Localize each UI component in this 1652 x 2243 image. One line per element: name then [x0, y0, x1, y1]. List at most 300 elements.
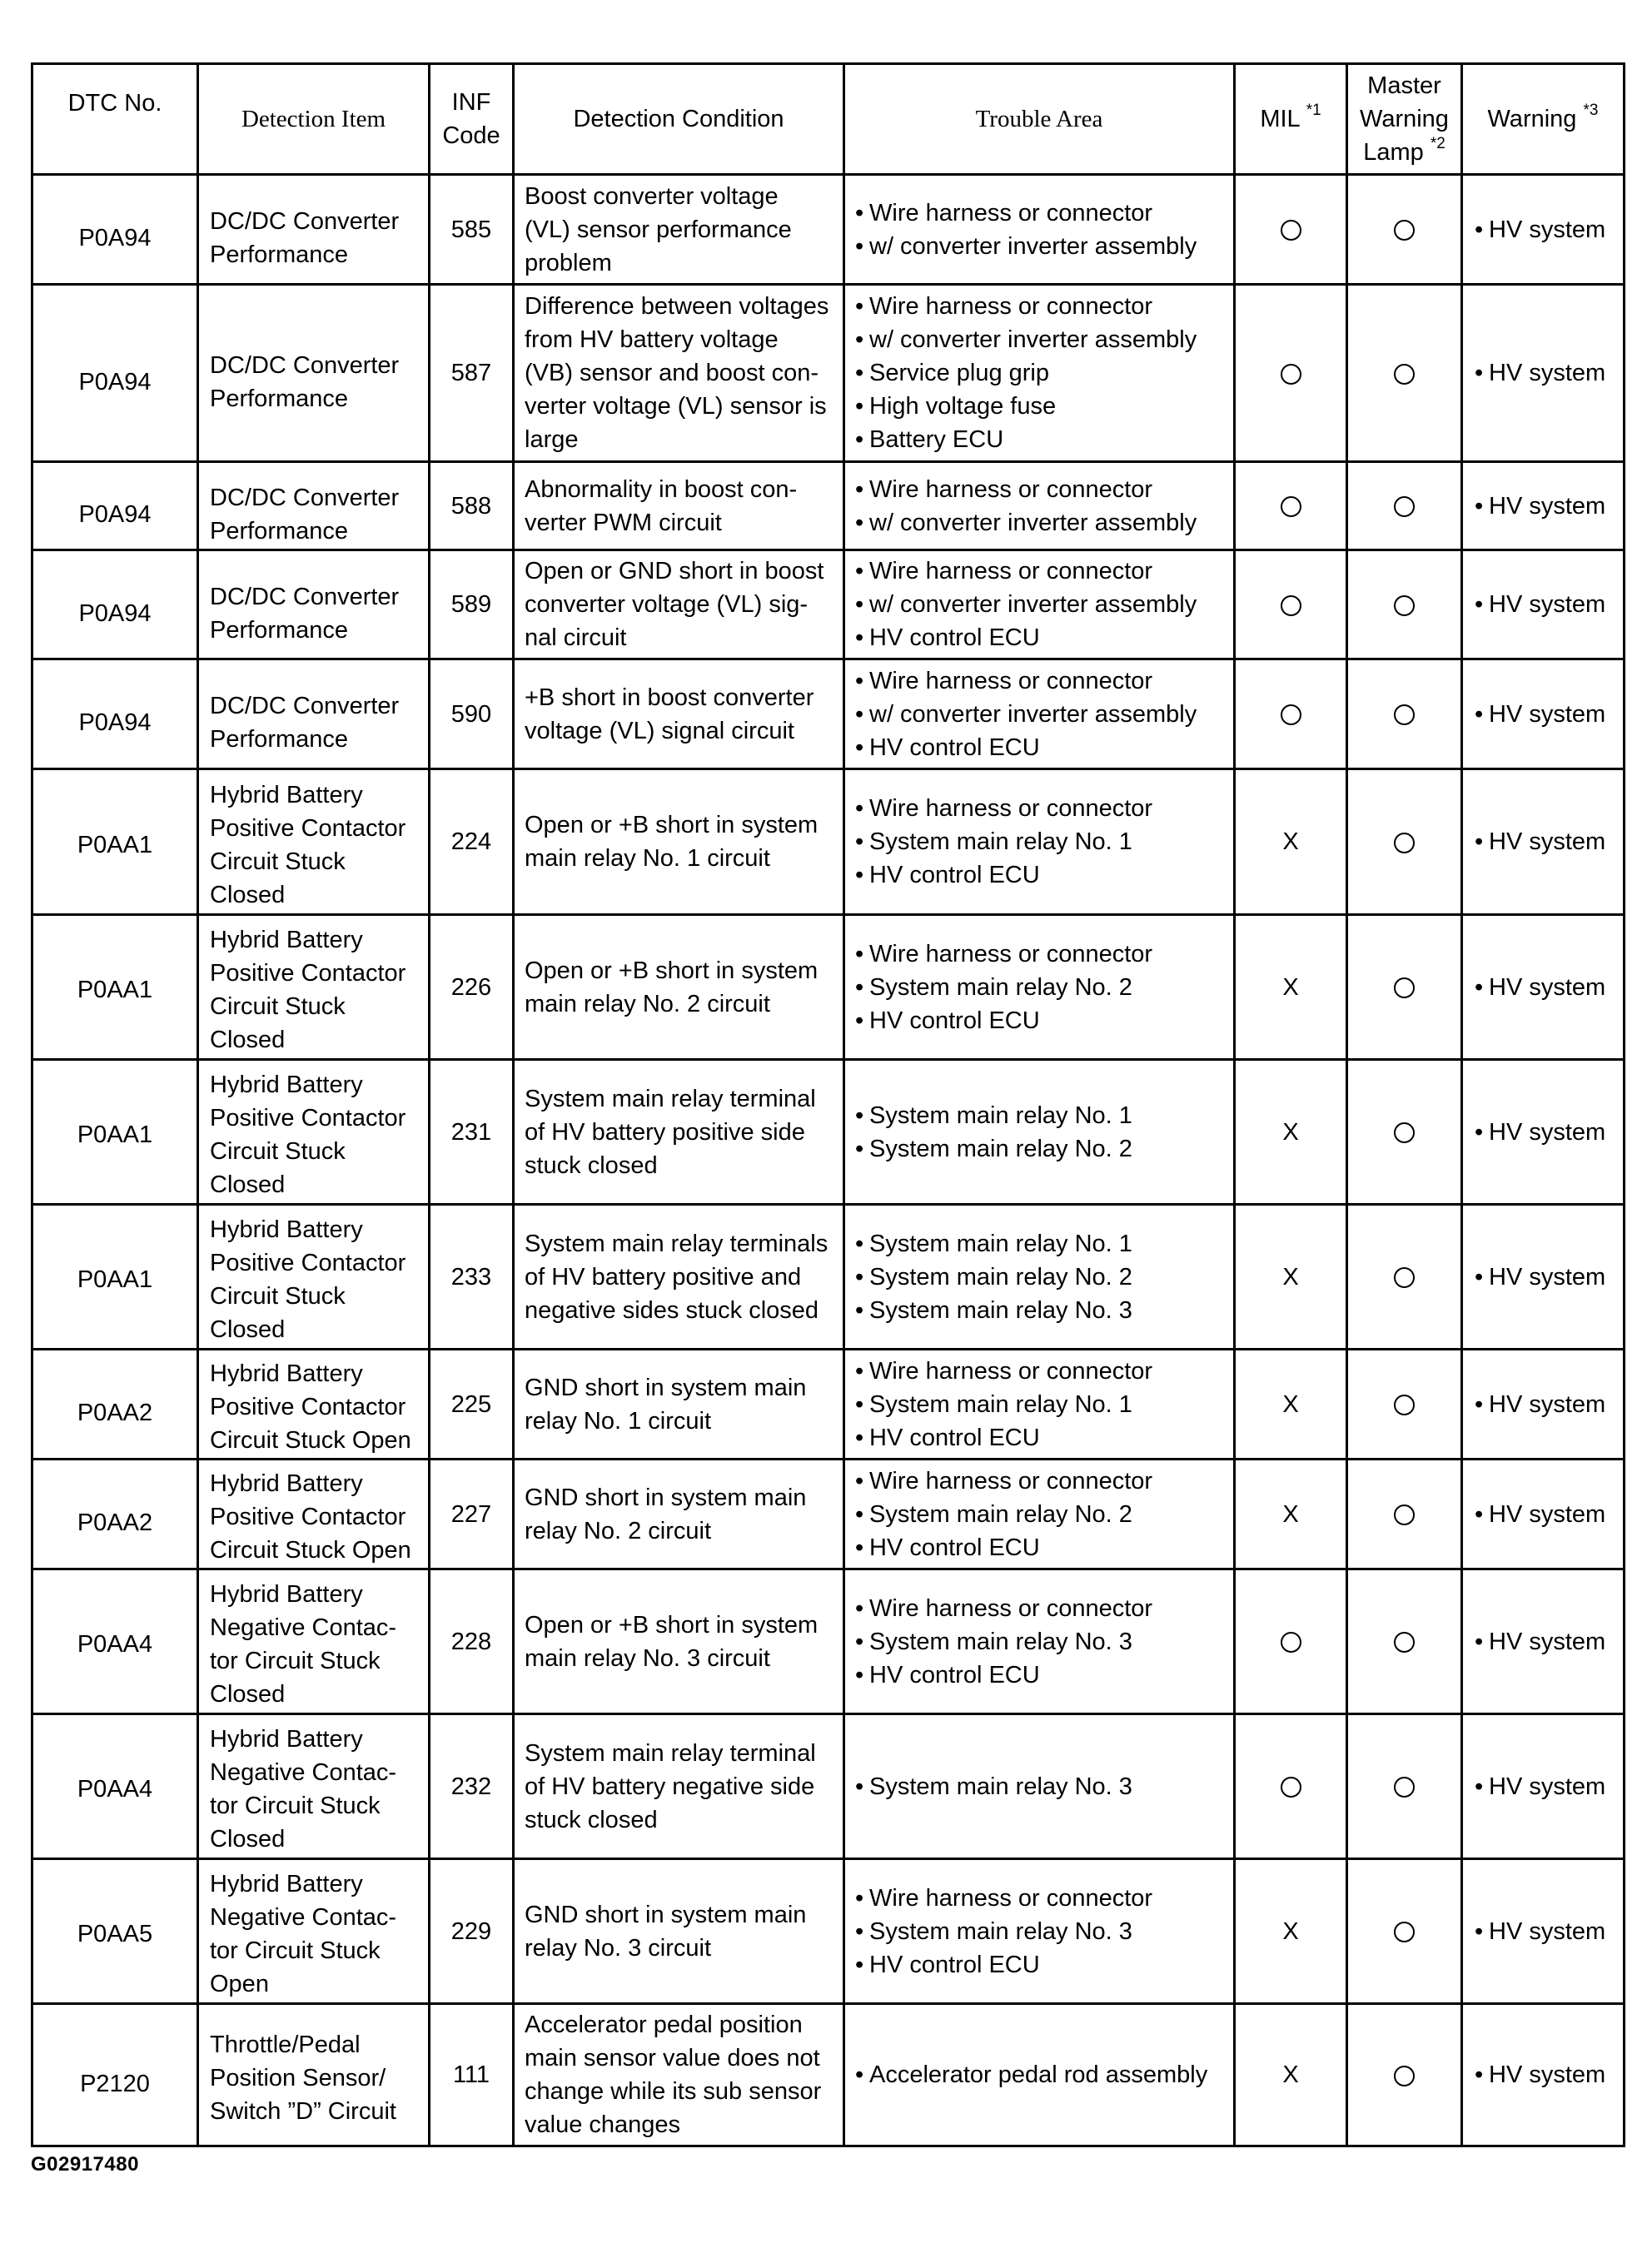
- text-line: Switch ”D” Circuit: [210, 2097, 396, 2125]
- detection-condition-cell: [514, 769, 844, 915]
- detection-condition-cell: [514, 1205, 844, 1350]
- text-line: tor Circuit Stuck: [210, 1648, 381, 1674]
- trouble-area-item: • High voltage fuse: [855, 390, 1232, 423]
- circle-mark-icon: [1281, 1777, 1301, 1798]
- circle-mark-icon: [1281, 1632, 1301, 1653]
- trouble-area-list: [855, 1099, 1232, 1166]
- warning-item: • HV system: [1475, 825, 1622, 858]
- mil-cell: [1235, 1350, 1347, 1460]
- trouble-area-item: • HV control ECU: [855, 1659, 1232, 1692]
- text-line: Closed: [210, 1826, 286, 1853]
- inf-code-cell: [430, 2004, 514, 2146]
- text-line: Hybrid Battery: [210, 1726, 363, 1753]
- text-line: Performance: [210, 726, 349, 753]
- detection-item-cell: [198, 915, 430, 1060]
- header-row: [32, 64, 1625, 175]
- table-row: [32, 175, 1625, 285]
- text-line: tor Circuit Stuck: [210, 1793, 381, 1819]
- text-line: GND short in system main: [525, 1374, 807, 1401]
- dtc-number-cell: [32, 1569, 198, 1714]
- trouble-area-item: • System main relay No. 3: [855, 1770, 1232, 1803]
- detection-condition-cell: [514, 175, 844, 285]
- detection-item-cell: [198, 285, 430, 462]
- text-line: Positive Contactor: [210, 1250, 406, 1276]
- text-line: problem: [525, 249, 612, 276]
- inf-code-cell: [430, 1714, 514, 1859]
- trouble-area-item: • Service plug grip: [855, 356, 1232, 390]
- warning-item: • HV system: [1475, 1261, 1622, 1294]
- text-line: large: [525, 426, 579, 453]
- inf-code: 229: [450, 1917, 492, 1945]
- text-line: Circuit Stuck Open: [210, 1427, 411, 1454]
- header-mil: MIL $^{*1}$: [1235, 64, 1347, 175]
- circle-mark-icon: [1394, 595, 1415, 616]
- detection-condition-cell: [514, 2004, 844, 2146]
- detection-item-cell: [198, 2004, 430, 2146]
- table-row: [32, 1569, 1625, 1714]
- warning-cell: [1462, 1569, 1625, 1714]
- detection-item-cell: [198, 175, 430, 285]
- text-line: Performance: [210, 385, 349, 412]
- circle-mark-icon: [1394, 833, 1415, 853]
- inf-code-cell: [430, 1859, 514, 2004]
- inf-code-cell: [430, 915, 514, 1060]
- text-line: Performance: [210, 518, 349, 545]
- dtc-number-cell: [32, 1350, 198, 1460]
- mil-cell: [1235, 659, 1347, 769]
- text-line: Open or +B short in system: [525, 1611, 819, 1639]
- master-warning-lamp-cell: [1347, 1859, 1462, 2004]
- x-mark: X: [1282, 1500, 1299, 1528]
- text-line: voltage (VL) signal circuit: [525, 717, 794, 744]
- trouble-area-item: • HV control ECU: [855, 1421, 1232, 1455]
- text-line: Open or +B short in system: [525, 957, 819, 984]
- mil-cell: [1235, 175, 1347, 285]
- trouble-area-item: • w/ converter inverter assembly: [855, 323, 1232, 356]
- detection-condition-cell: [514, 1569, 844, 1714]
- text-line: Open or +B short in system: [525, 812, 819, 838]
- trouble-area-item: • System main relay No. 2: [855, 1261, 1232, 1294]
- text-line: Positive Contactor: [210, 814, 406, 842]
- trouble-area-item: • System main relay No. 2: [855, 1498, 1232, 1531]
- mil-cell: [1235, 285, 1347, 462]
- text-line: Hybrid Battery: [210, 1470, 363, 1497]
- circle-mark-icon: [1394, 220, 1415, 241]
- inf-code-cell: [430, 1205, 514, 1350]
- warning-item: • HV system: [1475, 356, 1622, 390]
- warning-cell: [1462, 550, 1625, 659]
- detection-item-cell: [198, 550, 430, 659]
- text-line: DC/DC Converter: [210, 208, 400, 235]
- trouble-area-item: • System main relay No. 2: [855, 1132, 1232, 1166]
- master-warning-lamp-cell: [1347, 285, 1462, 462]
- text-line: of HV battery positive side: [525, 1118, 805, 1146]
- detection-item-cell: [198, 1569, 430, 1714]
- master-warning-lamp-cell: [1347, 175, 1462, 285]
- trouble-area-cell: [844, 175, 1235, 285]
- warning-cell: [1462, 1350, 1625, 1460]
- header-detection-condition: Detection Condition: [514, 64, 844, 175]
- warning-cell: [1462, 1205, 1625, 1350]
- header-dtc-no: DTC No.: [32, 64, 198, 175]
- detection-item-cell: [198, 462, 430, 550]
- text-line: Abnormality in boost con-: [525, 475, 798, 503]
- trouble-area-cell: [844, 769, 1235, 915]
- warning-item: • HV system: [1475, 2058, 1622, 2091]
- inf-code-cell: [430, 1060, 514, 1205]
- warning-cell: [1462, 915, 1625, 1060]
- text-line: Hybrid Battery: [210, 927, 363, 953]
- text-line: relay No. 2 circuit: [525, 1517, 712, 1544]
- table-row: [32, 915, 1625, 1060]
- text-line: negative sides stuck closed: [525, 1296, 819, 1324]
- dtc-number: P2120: [80, 2070, 150, 2097]
- inf-code-cell: [430, 285, 514, 462]
- trouble-area-item: • Wire harness or connector: [855, 473, 1232, 506]
- text-line: Accelerator pedal position: [525, 2012, 803, 2038]
- detection-condition-cell: [514, 1350, 844, 1460]
- text-line: stuck closed: [525, 1151, 658, 1179]
- trouble-area-cell: [844, 659, 1235, 769]
- detection-condition-cell: [514, 1060, 844, 1205]
- trouble-area-item: • Wire harness or connector: [855, 1465, 1232, 1498]
- dtc-table-body: [32, 175, 1625, 2146]
- circle-mark-icon: [1394, 704, 1415, 725]
- trouble-area-cell: [844, 550, 1235, 659]
- text-line: Difference between voltages: [525, 293, 829, 320]
- text-line: Closed: [210, 1027, 286, 1053]
- text-line: main relay No. 1 circuit: [525, 845, 770, 872]
- master-warning-lamp-cell: [1347, 915, 1462, 1060]
- mil-cell: [1235, 1205, 1347, 1350]
- text-line: verter voltage (VL) sensor is: [525, 393, 827, 420]
- mil-cell: [1235, 1859, 1347, 2004]
- detection-condition-cell: [514, 462, 844, 550]
- text-line: Hybrid Battery: [210, 1581, 363, 1608]
- dtc-number: P0A94: [78, 599, 152, 627]
- trouble-area-item: • HV control ECU: [855, 1531, 1232, 1564]
- trouble-area-item: • Wire harness or connector: [855, 196, 1232, 230]
- dtc-number-cell: [32, 550, 198, 659]
- table-row: [32, 1714, 1625, 1859]
- inf-code-cell: [430, 1569, 514, 1714]
- trouble-area-item: • Wire harness or connector: [855, 792, 1232, 825]
- circle-mark-icon: [1394, 364, 1415, 385]
- master-warning-lamp-cell: [1347, 659, 1462, 769]
- circle-mark-icon: [1394, 2066, 1415, 2086]
- warning-item: • HV system: [1475, 1116, 1622, 1149]
- warning-cell: [1462, 769, 1625, 915]
- trouble-area-item: • System main relay No. 3: [855, 1625, 1232, 1659]
- trouble-area-item: • w/ converter inverter assembly: [855, 230, 1232, 263]
- text-line: Positive Contactor: [210, 960, 406, 987]
- circle-mark-icon: [1394, 1504, 1415, 1525]
- text-line: Negative Contac-: [210, 1904, 397, 1931]
- inf-code: 224: [450, 828, 492, 855]
- trouble-area-list: [855, 1355, 1232, 1455]
- table-row: [32, 285, 1625, 462]
- text-line: main relay No. 3 circuit: [525, 1644, 770, 1672]
- text-line: System main relay terminals: [525, 1230, 828, 1257]
- x-mark: X: [1282, 1917, 1299, 1945]
- circle-mark-icon: [1394, 977, 1415, 998]
- detection-condition-cell: [514, 915, 844, 1060]
- trouble-area-item: • System main relay No. 2: [855, 971, 1232, 1004]
- text-line: Position Sensor/: [210, 2064, 386, 2091]
- header-detection-item: Detection Item: [198, 64, 430, 175]
- inf-code: 587: [450, 360, 492, 386]
- trouble-area-list: [855, 1227, 1232, 1327]
- warning-list: [1475, 1625, 1622, 1659]
- trouble-area-cell: [844, 915, 1235, 1060]
- x-mark: X: [1282, 2061, 1299, 2088]
- dtc-table: [31, 62, 1625, 2147]
- trouble-area-item: • Accelerator pedal rod assembly: [855, 2058, 1232, 2091]
- warning-cell: [1462, 1460, 1625, 1569]
- trouble-area-cell: [844, 1859, 1235, 2004]
- trouble-area-list: [855, 473, 1232, 540]
- circle-mark-icon: [1281, 220, 1301, 241]
- circle-mark-icon: [1394, 496, 1415, 517]
- detection-item-cell: [198, 1859, 430, 2004]
- mil-cell: [1235, 1460, 1347, 1569]
- trouble-area-list: [855, 1592, 1232, 1692]
- dtc-number-cell: [32, 915, 198, 1060]
- trouble-area-item: • w/ converter inverter assembly: [855, 588, 1232, 621]
- text-line: Hybrid Battery: [210, 1871, 363, 1897]
- circle-mark-icon: [1394, 1395, 1415, 1415]
- trouble-area-cell: [844, 1350, 1235, 1460]
- dtc-number: P0A94: [78, 709, 152, 736]
- mil-cell: [1235, 1060, 1347, 1205]
- inf-code-cell: [430, 1460, 514, 1569]
- master-warning-lamp-cell: [1347, 2004, 1462, 2146]
- warning-list: [1475, 588, 1622, 621]
- warning-list: [1475, 1498, 1622, 1531]
- text-line: nal circuit: [525, 624, 627, 651]
- detection-item-cell: [198, 1060, 430, 1205]
- trouble-area-cell: [844, 2004, 1235, 2146]
- text-line: Circuit Stuck Open: [210, 1537, 411, 1564]
- text-line: verter PWM circuit: [525, 509, 722, 536]
- text-line: Hybrid Battery: [210, 1072, 363, 1098]
- detection-condition-cell: [514, 285, 844, 462]
- trouble-area-item: • Wire harness or connector: [855, 555, 1232, 588]
- table-row: [32, 769, 1625, 915]
- dtc-number-cell: [32, 2004, 198, 2146]
- detection-item-cell: [198, 659, 430, 769]
- trouble-area-cell: [844, 1205, 1235, 1350]
- warning-list: [1475, 1261, 1622, 1294]
- text-line: Closed: [210, 1316, 286, 1343]
- warning-list: [1475, 825, 1622, 858]
- warning-cell: [1462, 462, 1625, 550]
- dtc-number: P0A94: [78, 368, 152, 395]
- warning-list: [1475, 1915, 1622, 1948]
- circle-mark-icon: [1394, 1632, 1415, 1653]
- text-line: Negative Contac-: [210, 1759, 397, 1786]
- mil-cell: [1235, 550, 1347, 659]
- text-line: Circuit Stuck: [210, 1283, 346, 1310]
- detection-condition-cell: [514, 659, 844, 769]
- text-line: Closed: [210, 1171, 286, 1198]
- detection-item-cell: [198, 1714, 430, 1859]
- text-line: main sensor value does not: [525, 2045, 820, 2071]
- warning-list: [1475, 1388, 1622, 1421]
- text-line: main relay No. 2 circuit: [525, 990, 770, 1017]
- text-line: Boost converter voltage: [525, 182, 779, 210]
- text-line: Positive Contactor: [210, 1105, 406, 1131]
- inf-code-cell: [430, 550, 514, 659]
- text-line: value changes: [525, 2111, 681, 2138]
- dtc-number-cell: [32, 1460, 198, 1569]
- text-line: relay No. 3 circuit: [525, 1934, 712, 1962]
- mil-cell: [1235, 1714, 1347, 1859]
- text-line: tor Circuit Stuck: [210, 1937, 381, 1964]
- master-warning-lamp-cell: [1347, 1205, 1462, 1350]
- warning-list: [1475, 698, 1622, 731]
- text-line: Positive Contactor: [210, 1504, 406, 1530]
- dtc-number: P0AA4: [77, 1631, 153, 1658]
- trouble-area-list: [855, 1465, 1232, 1564]
- warning-item: • HV system: [1475, 1388, 1622, 1421]
- inf-code: 227: [450, 1500, 492, 1528]
- inf-code: 111: [452, 2061, 490, 2088]
- text-line: (VL) sensor performance: [525, 216, 792, 243]
- trouble-area-item: • System main relay No. 1: [855, 1388, 1232, 1421]
- dtc-number-cell: [32, 285, 198, 462]
- text-line: of HV battery negative side: [525, 1773, 815, 1800]
- text-line: Open: [210, 1971, 269, 1997]
- x-mark: X: [1282, 973, 1299, 1001]
- trouble-area-item: • Battery ECU: [855, 423, 1232, 456]
- text-line: Positive Contactor: [210, 1394, 406, 1420]
- text-line: DC/DC Converter: [210, 485, 400, 511]
- trouble-area-item: • HV control ECU: [855, 1948, 1232, 1982]
- trouble-area-cell: [844, 1060, 1235, 1205]
- inf-code-cell: [430, 462, 514, 550]
- dtc-number: P0AA2: [77, 1400, 153, 1426]
- text-line: Throttle/Pedal: [210, 2031, 361, 2058]
- dtc-number-cell: [32, 1205, 198, 1350]
- warning-list: [1475, 356, 1622, 390]
- figure-id: G02917480: [31, 2153, 139, 2176]
- detection-condition-cell: [514, 1859, 844, 2004]
- text-line: GND short in system main: [525, 1484, 807, 1511]
- detection-item-cell: [198, 1205, 430, 1350]
- warning-item: • HV system: [1475, 213, 1622, 246]
- warning-item: • HV system: [1475, 588, 1622, 621]
- table-row: [32, 1859, 1625, 2004]
- inf-code-cell: [430, 659, 514, 769]
- warning-list: [1475, 2058, 1622, 2091]
- trouble-area-list: [855, 290, 1232, 456]
- dtc-number-cell: [32, 659, 198, 769]
- warning-item: • HV system: [1475, 971, 1622, 1004]
- warning-cell: [1462, 1714, 1625, 1859]
- detection-item-cell: [198, 1460, 430, 1569]
- header-inf-code: INF Code: [430, 64, 514, 175]
- master-warning-lamp-cell: [1347, 1569, 1462, 1714]
- x-mark: X: [1282, 1263, 1299, 1291]
- circle-mark-icon: [1281, 496, 1301, 517]
- warning-cell: [1462, 1859, 1625, 2004]
- warning-item: • HV system: [1475, 1770, 1622, 1803]
- master-warning-lamp-cell: [1347, 769, 1462, 915]
- text-line: Circuit Stuck: [210, 848, 346, 875]
- table-row: [32, 1060, 1625, 1205]
- dtc-number: P0AA5: [77, 1921, 153, 1947]
- dtc-number-cell: [32, 1859, 198, 2004]
- table-row: [32, 462, 1625, 550]
- header-master-warning-lamp: Master Warning Lamp $^{*2}$: [1347, 64, 1462, 175]
- master-warning-lamp-cell: [1347, 1460, 1462, 1569]
- dtc-number: P0A94: [78, 225, 152, 251]
- detection-condition-cell: [514, 1460, 844, 1569]
- dtc-number-cell: [32, 462, 198, 550]
- warning-list: [1475, 490, 1622, 523]
- inf-code-cell: [430, 175, 514, 285]
- trouble-area-list: [855, 792, 1232, 892]
- trouble-area-item: • System main relay No. 1: [855, 1227, 1232, 1261]
- mil-cell: [1235, 2004, 1347, 2146]
- trouble-area-cell: [844, 285, 1235, 462]
- text-line: from HV battery voltage: [525, 326, 779, 353]
- text-line: Open or GND short in boost: [525, 558, 824, 584]
- mil-cell: [1235, 769, 1347, 915]
- text-line: System main relay terminal: [525, 1085, 816, 1112]
- detection-condition-cell: [514, 550, 844, 659]
- text-line: Circuit Stuck: [210, 1138, 346, 1165]
- trouble-area-list: [855, 1770, 1232, 1803]
- trouble-area-list: [855, 196, 1232, 263]
- circle-mark-icon: [1394, 1777, 1415, 1798]
- warning-item: • HV system: [1475, 1498, 1622, 1531]
- trouble-area-cell: [844, 462, 1235, 550]
- trouble-area-item: • System main relay No. 3: [855, 1915, 1232, 1948]
- table-row: [32, 550, 1625, 659]
- dtc-number: P0AA1: [77, 1266, 153, 1293]
- trouble-area-item: • Wire harness or connector: [855, 1882, 1232, 1915]
- inf-code: 233: [450, 1263, 492, 1291]
- warning-cell: [1462, 285, 1625, 462]
- trouble-area-item: • HV control ECU: [855, 858, 1232, 892]
- text-line: Negative Contac-: [210, 1614, 397, 1641]
- inf-code: 588: [450, 492, 492, 520]
- warning-cell: [1462, 2004, 1625, 2146]
- trouble-area-item: • Wire harness or connector: [855, 1355, 1232, 1388]
- warning-cell: [1462, 175, 1625, 285]
- table-row: [32, 1350, 1625, 1460]
- warning-item: • HV system: [1475, 1625, 1622, 1659]
- dtc-number-cell: [32, 175, 198, 285]
- detection-item-cell: [198, 1350, 430, 1460]
- text-line: Hybrid Battery: [210, 1216, 363, 1243]
- inf-code: 231: [450, 1118, 492, 1146]
- trouble-area-item: • System main relay No. 3: [855, 1294, 1232, 1327]
- text-line: Performance: [210, 241, 349, 268]
- trouble-area-item: • Wire harness or connector: [855, 664, 1232, 698]
- text-line: Hybrid Battery: [210, 781, 363, 808]
- dtc-number-cell: [32, 1060, 198, 1205]
- text-line: change while its sub sensor: [525, 2078, 822, 2105]
- warning-cell: [1462, 1060, 1625, 1205]
- dtc-number: P0AA1: [77, 977, 153, 1003]
- text-line: Closed: [210, 1681, 286, 1708]
- inf-code: 589: [450, 591, 492, 618]
- mil-cell: [1235, 1569, 1347, 1714]
- inf-code-cell: [430, 1350, 514, 1460]
